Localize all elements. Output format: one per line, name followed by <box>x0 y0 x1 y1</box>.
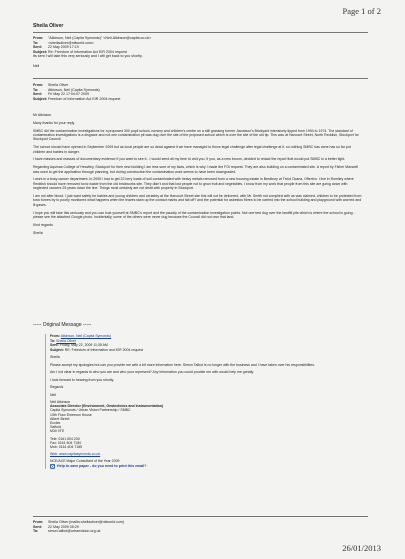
signature-line: Capita Symonds / Urban Vision Partnership / SMBC <box>50 408 131 413</box>
signature-line: Albert Street <box>50 416 70 421</box>
signature-line: M30 0TE <box>50 429 65 434</box>
to-label: To: <box>33 529 39 534</box>
subject-label: Subject: <box>50 347 64 352</box>
quoted-subject: RE: Freedom of Information and EIR 2004 request <box>64 347 144 352</box>
sent-label: Sent: <box>33 92 42 97</box>
to-value: Atkinson, Neil (Capita Symonds) <box>48 87 100 92</box>
signature-line: Associate Director (Environment, Geotechnics and Instrumentation) <box>50 404 164 409</box>
from-value: "Atkinson, Neil (Capita Symonds)" <Neil.Atkinson@capita.co.uk> <box>48 36 152 40</box>
footer-divider <box>33 516 368 517</box>
paragraph: The school should have opened in September 2009 but as local people are so dead against it we have managed to throw legal challenge after legal challenge at it, so nothing SMBC has done has so far put children and babies in danger. <box>33 145 351 154</box>
signature-line: Salford <box>50 425 62 430</box>
to-label: To: <box>33 40 39 45</box>
email-header-top <box>33 36 151 59</box>
quoted-paragraph: Am I not clear in regards to who you are and who your represent? Any information you could provide me with would help me greatly. <box>50 370 255 374</box>
paragraph: I have masses and masses of documentary evidence if you want to see it - I would send all my time to visit you. If you, as a new broom, decided to redact the report that would put SMBC in a better light. <box>33 157 346 162</box>
from-label: From: <box>33 520 44 524</box>
from-label: From: <box>33 83 44 87</box>
closing: Kind regards <box>33 222 53 227</box>
original-message-divider: ----- Original Message ----- <box>33 322 92 328</box>
forwarded-header <box>33 520 124 534</box>
subject-value: Re: Freedom of Information Act EIR 2004 request <box>48 49 127 54</box>
quoted-message <box>45 334 368 469</box>
phone-line: Tele: 0161 604 200 <box>50 436 80 441</box>
from-label: From: <box>50 334 60 338</box>
quoted-paragraph: I look forward to hearing from you shortly. <box>50 377 115 382</box>
quoted-paragraph: Please accept my apologies but can you provide me with a bit more information here. Simon Talbot is no longer with the business and I have taken over his responsibilities. <box>50 362 315 367</box>
to-value: <sheilaoliver@ntlworld.com> <box>48 40 94 45</box>
paragraph: SMBC did the contamination investigations for a proposed 300 pupil school, nursery and children's centre on a still grassing former Jacobson's Brickyard intensively tipped from 1954 to 1974. The standard of contamination investigations is a disgrace and not one contamination pit was dug over the site of the proposed school which is over the site of the old tip. This was at Harcourt Street, North Reddish, Stockport for Stockport Council. <box>33 128 359 142</box>
print-date: 26/01/2013 <box>342 543 381 553</box>
to-label: To: <box>50 338 56 343</box>
sender-heading: Sheila Oliver <box>33 23 64 29</box>
footer-from: Sheila Oliver [mailto:sheilaoliver@ntlworld.com] <box>48 520 124 524</box>
leaf-icon: ✿ <box>50 463 55 469</box>
closing-name: Sheila <box>33 230 43 235</box>
save-paper-notice <box>50 464 368 469</box>
sent-value: Fri May 22 17:04:07 2009 <box>48 92 89 97</box>
header-divider <box>33 32 368 33</box>
reply-signoff: Neil <box>33 64 40 68</box>
paragraph: I hope you will take this seriously and you can look yourself at SMBC's report and the paucity of the contamination investigation points. Not one test dug over the landfill pits which is where the school is going - please see the attached Google photo. Incidentally, some of the others were never dug because the Council did not own that land. <box>33 210 355 220</box>
quoted-from-link[interactable]: Atkinson, Neil (Capita Symonds) <box>60 334 112 338</box>
quoted-sent: Friday, May 22, 2009 11:35 AM <box>59 343 108 347</box>
signature-block <box>50 400 368 456</box>
award-line: NCE/ACE Major Consultant of the Year 2009 <box>50 459 120 464</box>
save-paper-text: Help to save paper - do you need to print this email? <box>57 464 147 469</box>
footer-to: simon.talbot@urbanvision.org.uk <box>48 529 101 534</box>
mobile-line: Mob: 0161 604 7185 <box>50 445 83 450</box>
quoted-greeting: Sheila <box>50 355 60 359</box>
sent-value: 22 May 2009 17:19 <box>48 45 79 50</box>
paragraph: I am not after blood. I just want safety for babies and young children and certainty at the Harcourt Street site this will not be delivered, with Mr. Smith not complied with as was claimed, children to be protected from toxic fumes by to poorly monitored what happens when the leaves stain up the contact marks and fall off? and the potential for asbestos fibres to be carried into the school building and playground with worried and ill gases. <box>33 194 362 207</box>
reply-note: Its sent I will take this very seriously and I will get back to you shortly. <box>33 54 143 59</box>
from-label: From: <box>33 36 44 40</box>
salutation: Mr Atkinson <box>33 113 52 117</box>
sent-label: Sent: <box>33 45 42 50</box>
email-header-second <box>33 83 120 101</box>
thanks-line: Many thanks for your reply. <box>33 120 75 125</box>
subject-label: Subject: <box>33 49 48 54</box>
fax-line: Fax: 0161 604 7150 <box>50 440 82 445</box>
signature-line: Neil Atkinson <box>50 400 71 404</box>
sent-label: Sent: <box>33 524 42 529</box>
message-body <box>33 113 363 238</box>
website-link[interactable]: Web: www.capitasymonds.co.uk <box>50 452 101 457</box>
subject-value: Freedom of Information Act EIR 2004 request <box>48 96 121 101</box>
signature-line: Eccles <box>50 421 61 426</box>
from-value: Sheila Oliver <box>48 83 69 87</box>
paragraph: I work in a busy cancer department. In 2005 I had to get 22 lorry loads of soil contaminated with heavy metals removed from a new housing estate in Bredbury at Tiviot Ocana, Offerton. I live in Romiley where Reddish should have removed toxic waste from the old brickworks site. They didn't and that lost people not to grow fruit and vegetables. I know from my work that people from this site are going down with neglected cancers 25 years down the line. Things most certainly are not dealt with properly in Stockport. <box>33 177 354 191</box>
quoted-to-link[interactable]: Sheila Oliver <box>56 338 77 343</box>
to-label: To: <box>33 87 39 92</box>
subject-label: Subject: <box>33 96 48 101</box>
signature-line: 10th Floor Emerson House <box>50 412 92 417</box>
page-number: Page 1 of 2 <box>342 6 381 16</box>
paragraph: Regarding Aquinas College of Heaviley, Stockport for their new building I am less sure of my facts, which is why I made the FOI request. They are also building on a contaminated site. A report by Fisher Maxwell was used to get the application through planning, but during construction the contamination work seems to have been downgraded. <box>33 165 358 174</box>
quoted-sig-first: Neil <box>50 392 57 397</box>
forward-divider <box>33 78 368 79</box>
sent-label: Sent: <box>50 343 59 347</box>
footer-sent: 22 May 2009 05:29 <box>48 524 79 529</box>
quoted-regards: Regards <box>50 385 64 389</box>
